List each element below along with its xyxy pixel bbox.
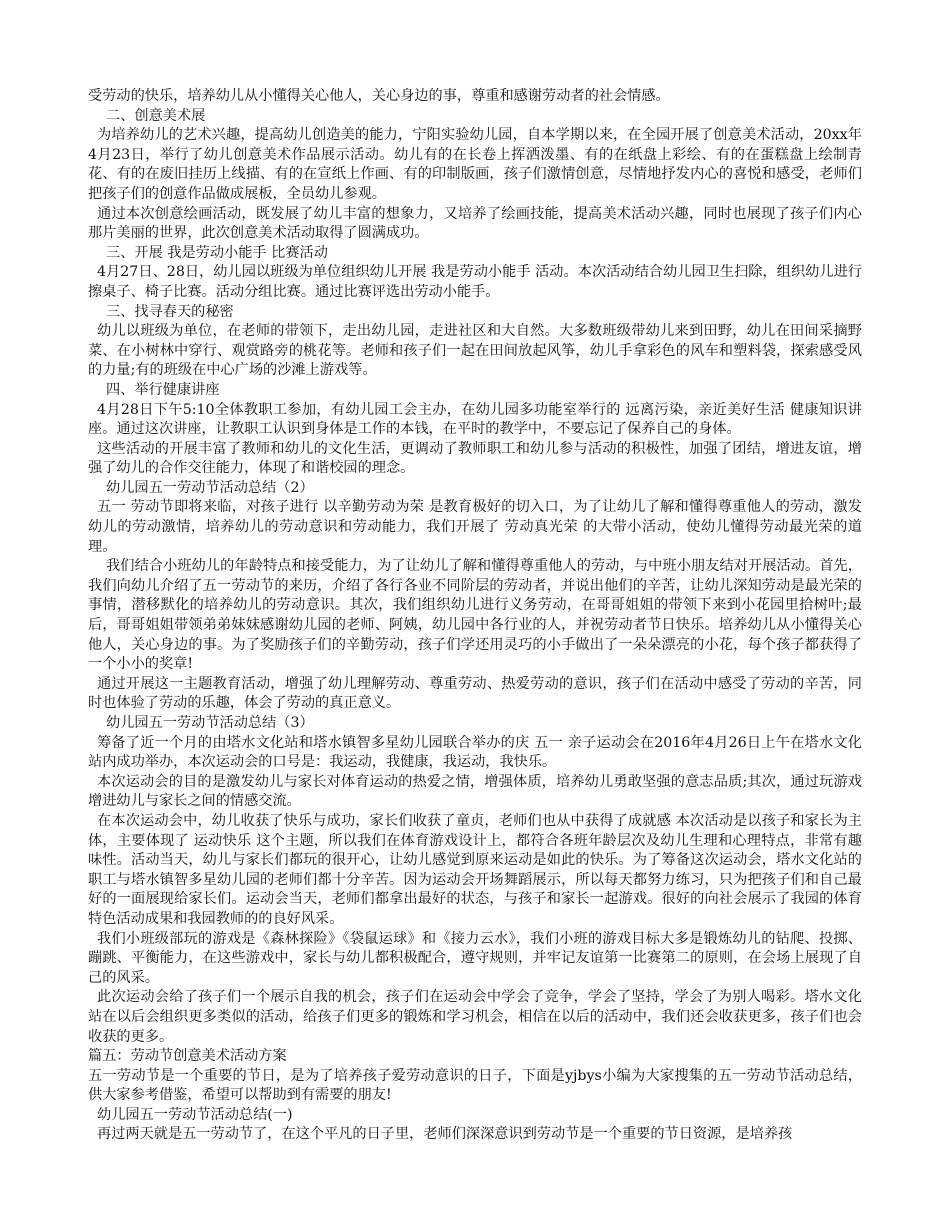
section-heading: 三、开展 我是劳动小能手 比赛活动 [106, 244, 328, 261]
paragraph: 再过两天就是五一劳动节了，在这个平凡的日子里，老师们深深意识到劳动节是一个重要的节日资源，是培养孩 [97, 1126, 793, 1143]
paragraph: 通过开展这一主题教育活动，增强了幼儿理解劳动、尊重劳动、热爱劳动的意识，孩子们在活动中感受了劳动的辛苦，同时也体验了劳动的乐趣，体会了劳动的真正意义。 [88, 675, 862, 712]
paragraph: 4月28日下午5:10全体教职工参加，有幼儿园工会主办，在幼儿园多功能室举行的 远离污染，亲近美好生活 健康知识讲座。通过这次讲座，让教职工认识到身体是工作的本钱，在平时的教学中，不要忘记了保养自己的身体。 [88, 401, 862, 438]
paragraph: 幼儿以班级为单位，在老师的带领下，走出幼儿园，走进社区和大自然。大多数班级带幼儿来到田野，幼儿在田间采摘野菜、在小树林中穿行、观赏路旁的桃花等。老师和孩子们一起在田间放起风筝，幼儿手拿彩色的风车和塑料袋，探索感受风的力量;有的班级在中心广场的沙滩上游戏等。 [88, 323, 862, 379]
section-heading: 幼儿园五一劳动节活动总结(一) [97, 1106, 293, 1123]
paragraph: 这些活动的开展丰富了教师和幼儿的文化生活，更调动了教师职工和幼儿参与活动的积极性，加强了团结，增进友谊，增强了幼儿的合作交往能力，体现了和谐校园的理念。 [88, 440, 862, 477]
paragraph: 我们结合小班幼儿的年龄特点和接受能力，为了让幼儿了解和懂得尊重他人的劳动，与中班小朋友结对开展活动。首先，我们向幼儿介绍了五一劳动节的来历，介绍了各行各业不同阶层的劳动者，并说出他们的辛苦，让幼儿深知劳动是最光荣的事情，潜移默化的培养幼儿的劳动意识。其次，我们组织幼儿进行义务劳动，在哥哥姐姐的带领下来到小花园里拾树叶;最后，哥哥姐姐带领弟弟妹妹感谢幼儿园的老师、阿姨，幼儿园中各行业的人，并祝劳动者节日快乐。培养幼儿从小懂得关心他人，关心身边的事。为了奖励孩子们的辛勤劳动，孩子们学还用灵巧的小手做出了一朵朵漂亮的小花，每个孩子都获得了一个小小的奖章! [88, 558, 862, 673]
paragraph: 五一 劳动节即将来临，对孩子进行 以辛勤劳动为荣 是教育极好的切入口，为了让幼儿了解和懂得尊重他人的劳动，激发幼儿的劳动激情，培养幼儿的劳动意识和劳动能力，我们开展了 劳动真光荣 的大带小活动，使幼儿懂得劳动最光荣的道理。 [88, 499, 862, 555]
paragraph: 五一劳动节是一个重要的节日，是为了培养孩子爱劳动意识的日子，下面是yjbys小编为大家搜集的五一劳动节活动总结，供大家参考借鉴，希望可以帮助到有需要的朋友! [88, 1067, 862, 1104]
paragraph: 4月27日、28日，幼儿园以班级为单位组织幼儿开展 我是劳动小能手 活动。本次活动结合幼儿园卫生扫除，组织幼儿进行擦桌子、椅子比赛。活动分组比赛。通过比赛评选出劳动小能手。 [88, 264, 862, 300]
paragraph: 筹备了近一个月的由塔水文化站和塔水镇智多星幼儿园联合举办的庆 五一 亲子运动会在2016年4月26日上午在塔水文化站内成功举办，本次运动会的口号是：我运动，我健康，我运动，我快乐。 [88, 734, 862, 771]
document-body [88, 87, 862, 1145]
section-heading: 幼儿园五一劳动节活动总结（3） [106, 715, 314, 731]
article-title: 篇五：劳动节创意美术活动方案 [88, 1048, 287, 1065]
section-heading: 三、找寻春天的秘密 [106, 303, 234, 320]
section-heading: 二、创意美术展 [106, 107, 206, 124]
paragraph: 此次运动会给了孩子们一个展示自我的机会，孩子们在运动会中学会了竞争，学会了坚持，学会了为别人喝彩。塔水文化站在以后会组织更多类似的活动，给孩子们更多的锻炼和学习机会，相信在以后的活动中，我们还会收获更多，孩子们也会收获的更多。 [88, 989, 862, 1045]
section-heading: 四、举行健康讲座 [106, 381, 220, 398]
paragraph: 本次运动会的目的是激发幼儿与家长对体育运动的热爱之情，增强体质，培养幼儿勇敢坚强的意志品质;其次，通过玩游戏增进幼儿与家长之间的情感交流。 [88, 773, 862, 810]
paragraph: 我们小班级部玩的游戏是《森林探险》《袋鼠运球》和《接力云水》，我们小班的游戏目标大多是锻炼幼儿的钻爬、投掷、蹦跳、平衡能力，在这些游戏中，家长与幼儿都积极配合，遵守规则，并牢记友谊第一比赛第二的原则，在会场上展现了自己的风采。 [88, 930, 862, 986]
paragraph: 受劳动的快乐，培养幼儿从小懂得关心他人，关心身边的事，尊重和感谢劳动者的社会情感。 [88, 88, 670, 104]
paragraph: 通过本次创意绘画活动，既发展了幼儿丰富的想象力，又培养了绘画技能，提高美术活动兴趣，同时也展现了孩子们内心那片美丽的世界，此次创意美术活动取得了圆满成功。 [88, 205, 862, 242]
paragraph: 为培养幼儿的艺术兴趣，提高幼儿创造美的能力，宁阳实验幼儿园，自本学期以来，在全园开展了创意美术活动，20xx年4月23日，举行了幼儿创意美术作品展示活动。幼儿有的在长卷上挥洒泼墨、有的在纸盘上彩绘、有的在蛋糕盘上绘制青花、有的在废旧挂历上线描、有的在宣纸上作画、有的印制版画，孩子们激情创意，尽情地抒发内心的喜悦和感受，老师们把孩子们的创意作品做成展板，全员幼儿参观。 [88, 127, 862, 202]
paragraph: 在本次运动会中，幼儿收获了快乐与成功，家长们收获了童贞，老师们也从中获得了成就感 本次活动是以孩子和家长为主体，主要体现了 运动快乐 这个主题，所以我们在体育游戏设计上，都符合各班年龄层次及幼儿生理和心理特点，非常有趣味性。活动当天，幼儿与家长们都玩的很开心，让幼儿感觉到原来运动是如此的快乐。为了筹备这次运动会，塔水文化站的职工与塔水镇智多星幼儿园的老师们都十分辛苦。因为运动会开场舞蹈展示，所以每天都努力练习，只为把孩子们和自己最好的一面展现给家长们。运动会当天，老师们都拿出最好的状态，与孩子和家长一起游戏。很好的向社会展示了我园的体育特色活动成果和我园教师的的良好风采。 [88, 812, 862, 927]
section-heading: 幼儿园五一劳动节活动总结（2） [106, 479, 314, 496]
